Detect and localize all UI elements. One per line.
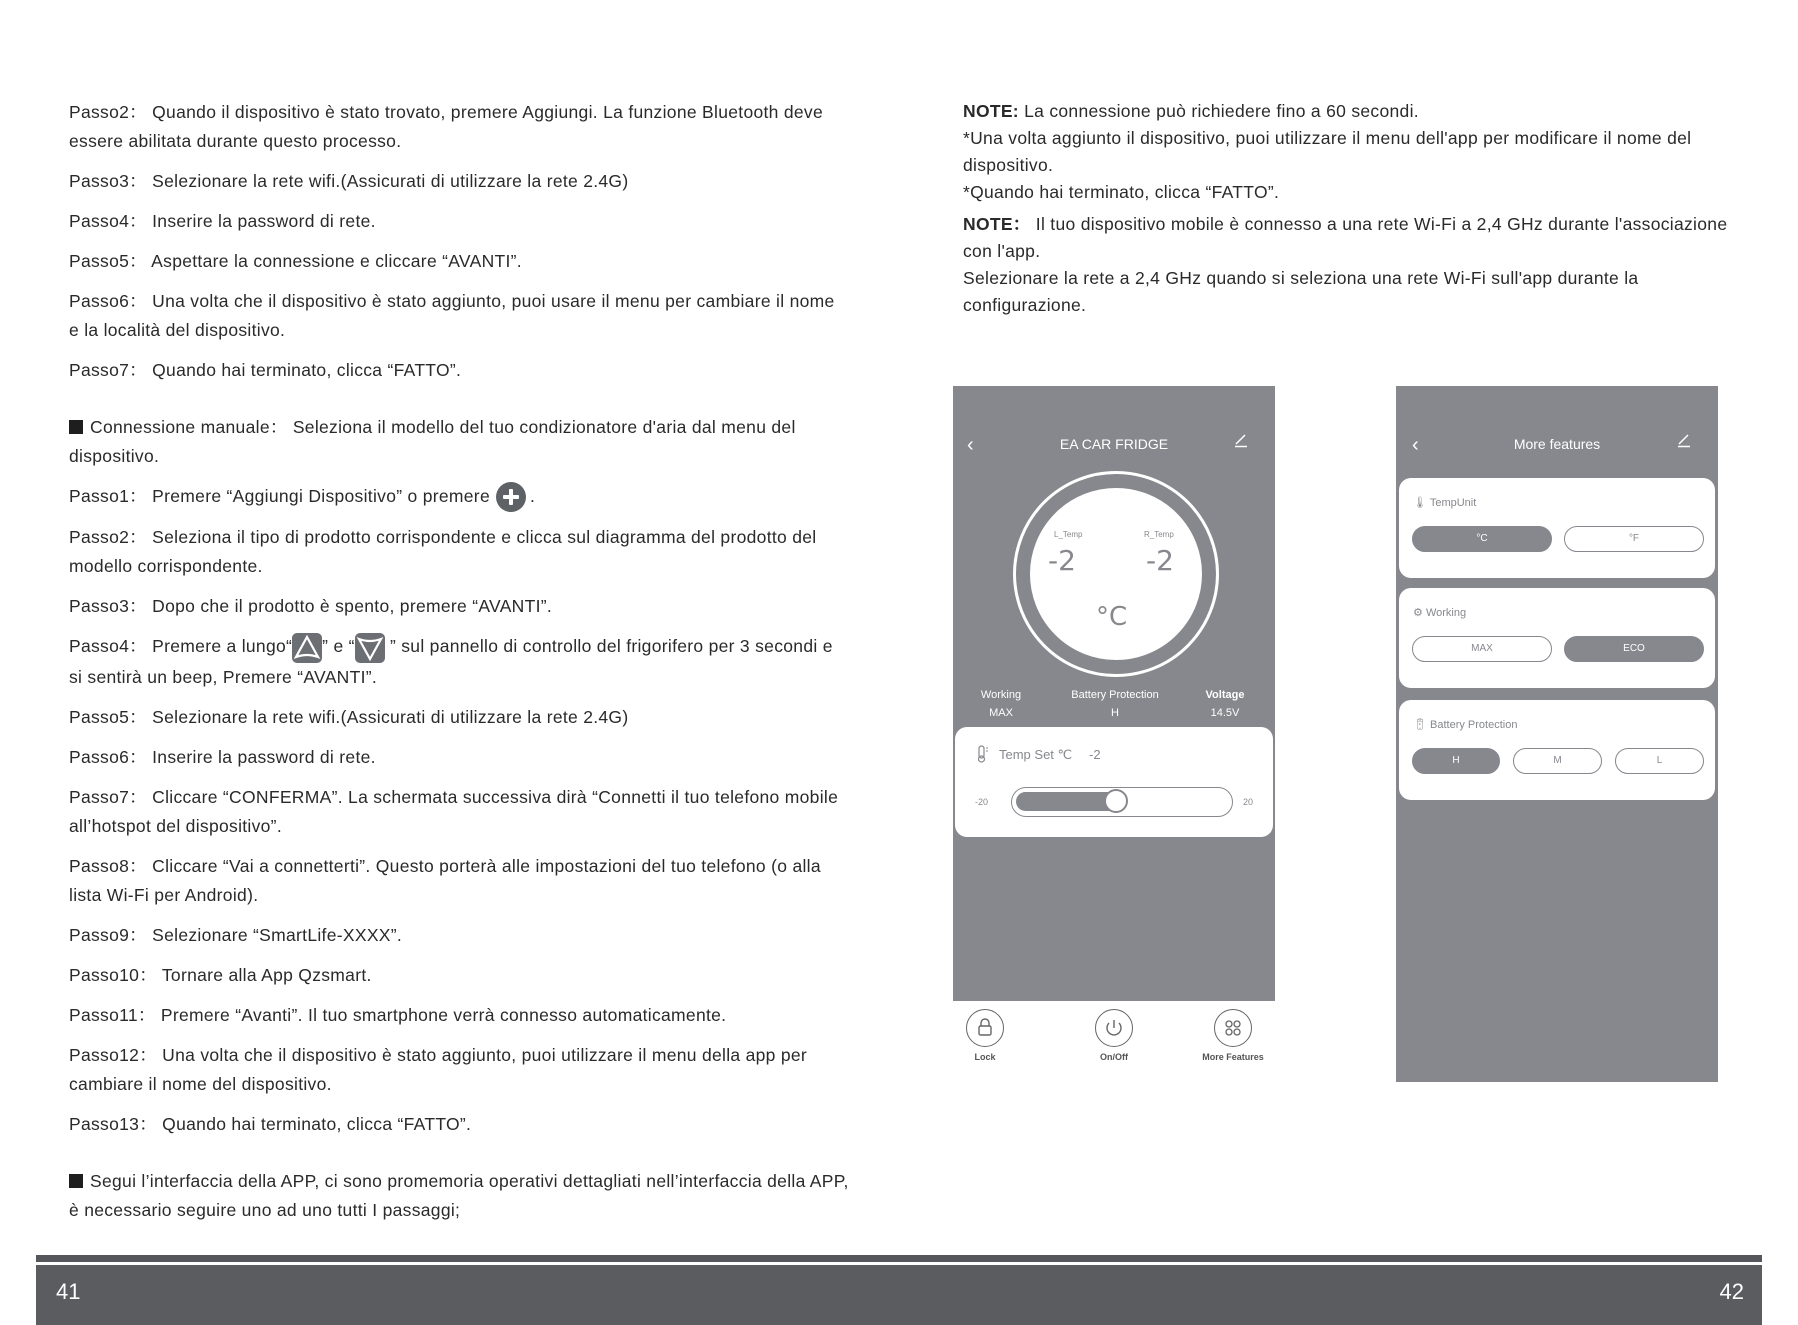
step-paragraph: Passo9： Selezionare “SmartLife-XXXX”.	[69, 924, 403, 945]
phone-screen-more-features	[1396, 386, 1718, 1082]
step-paragraph: Passo8： Cliccare “Vai a connetterti”. Questo porterà alle impostazioni del tuo telefono (o alla lista Wi-Fi per Android).	[69, 855, 821, 905]
note-rename: *Una volta aggiunto il dispositivo, puoi utilizzare il menu dell'app per modificare il nome del dispositivo.	[963, 128, 1692, 175]
step-paragraph: Passo13： Quando hai terminato, clicca “FATTO”.	[69, 1113, 472, 1134]
unit-celsius-button[interactable]: °C	[1412, 526, 1552, 552]
power-icon	[1095, 1009, 1133, 1047]
step-paragraph: Passo6： Inserire la password di rete.	[69, 746, 376, 767]
working-card	[1399, 588, 1715, 688]
up-arrow-key-icon	[292, 633, 322, 663]
note-select-network: Selezionare la rete a 2,4 GHz quando si seleziona una rete Wi-Fi sull'app durante la configurazione.	[963, 268, 1639, 315]
thermometer-icon: 🌡︎	[1413, 497, 1427, 509]
manual-step-1: Passo1： Premere “Aggiungi Dispositivo” o premere .	[69, 482, 849, 512]
step-paragraph: Passo5： Selezionare la rete wifi.(Assicurati di utilizzare la rete 2.4G)	[69, 706, 629, 727]
final-instruction: Segui l’interfaccia della APP, ci sono promemoria operativi dettagliati nell’interfaccia della APP, è necessario seguire uno ad uno tutti I passaggi;	[69, 1170, 849, 1220]
temp-unit: °C	[1096, 602, 1128, 632]
battery-l-button[interactable]: L	[1615, 748, 1704, 774]
phone-screen-fridge	[953, 386, 1275, 1001]
note-done: *Quando hai terminato, clicca “FATTO”.	[963, 182, 1280, 202]
nav-more-features[interactable]: More Features	[1183, 1009, 1283, 1062]
manual-connection-heading: Connessione manuale： Seleziona il modello del tuo condizionatore d'aria dal menu del dispositivo.	[69, 417, 796, 466]
step-paragraph: Passo7： Quando hai terminato, clicca “FATTO”.	[69, 360, 462, 380]
step-paragraph: Passo12： Una volta che il dispositivo è stato aggiunto, puoi utilizzare il menu della app per cambiare il nome del dispositivo.	[69, 1044, 808, 1094]
nav-lock[interactable]: Lock	[935, 1009, 1035, 1062]
screen-title: More features	[1513, 436, 1601, 452]
page-footer	[36, 1265, 1762, 1325]
stat-working: Working MAX	[980, 689, 1022, 719]
step-paragraph: Passo10： Tornare alla App Qzsmart.	[69, 964, 372, 985]
working-eco-button[interactable]: ECO	[1564, 636, 1704, 662]
working-heading: ⚙︎ Working	[1413, 607, 1467, 619]
temp-unit-card	[1399, 478, 1715, 578]
slider-min-label: -20	[975, 797, 989, 807]
gear-icon: ⚙︎	[1413, 607, 1423, 619]
working-max-button[interactable]: MAX	[1412, 636, 1552, 662]
left-column	[69, 98, 849, 1236]
back-chevron-icon[interactable]: ‹	[1412, 434, 1419, 456]
thermometer-icon	[977, 745, 989, 768]
right-temp-label: R_Temp	[1144, 530, 1174, 539]
unit-fahrenheit-button[interactable]: °F	[1564, 526, 1704, 552]
temperature-slider[interactable]	[1011, 787, 1233, 817]
temp-unit-heading: 🌡︎ TempUnit	[1413, 497, 1477, 509]
page-number-right: 42	[1719, 1279, 1744, 1304]
step-paragraph: Passo5： Aspettare la connessione e cliccare “AVANTI”.	[69, 251, 522, 271]
back-chevron-icon[interactable]: ‹	[967, 434, 974, 456]
nav-power[interactable]: On/Off	[1064, 1009, 1164, 1062]
temp-set-label: Temp Set ℃	[999, 747, 1073, 762]
bullet-square-icon	[69, 420, 83, 434]
manual-step-3: Passo3： Dopo che il prodotto è spento, premere “AVANTI”.	[69, 596, 553, 617]
battery-protection-heading: 🔋︎ Battery Protection	[1413, 719, 1518, 731]
battery-protection-card	[1399, 700, 1715, 800]
bottom-navigation	[953, 1001, 1275, 1071]
temp-set-value: -2	[1089, 747, 1101, 762]
edit-pencil-icon[interactable]	[1676, 432, 1692, 453]
bullet-square-icon	[69, 1174, 83, 1188]
right-column-notes	[963, 98, 1753, 319]
note-2: NOTE： Il tuo dispositivo mobile è connesso a una rete Wi-Fi a 2,4 GHz durante l'associazione con l'app.	[963, 214, 1728, 261]
step-paragraph: Passo3： Selezionare la rete wifi.(Assicurati di utilizzare la rete 2.4G)	[69, 171, 629, 191]
down-arrow-key-icon	[355, 633, 385, 663]
left-temp-label: L_Temp	[1054, 530, 1083, 539]
edit-pencil-icon[interactable]	[1233, 432, 1249, 453]
page-number-left: 41	[56, 1279, 81, 1304]
step-paragraph: Passo6： Una volta che il dispositivo è stato aggiunto, puoi usare il menu per cambiare il nome e la località del dispositivo.	[69, 291, 835, 340]
battery-m-button[interactable]: M	[1513, 748, 1602, 774]
stat-voltage: Voltage 14.5V	[1205, 689, 1245, 719]
slider-max-label: 20	[1243, 797, 1254, 807]
temp-set-card	[955, 727, 1273, 837]
step-paragraph: Passo2： Quando il dispositivo è stato trovato, premere Aggiungi. La funzione Bluetooth deve essere abilitata durante questo processo.	[69, 102, 824, 151]
temperature-dial	[1036, 494, 1194, 652]
battery-icon: 🔋︎	[1413, 719, 1427, 731]
left-temp-value: -2	[1048, 544, 1076, 577]
step-paragraph: Passo7： Cliccare “CONFERMA”. La schermata successiva dirà “Connetti il tuo telefono mobile all’hotspot del dispositivo”.	[69, 786, 839, 836]
step-paragraph: Passo4： Inserire la password di rete.	[69, 211, 376, 231]
add-plus-icon	[496, 482, 526, 512]
manual-step-2: Passo2： Seleziona il tipo di prodotto corrispondente e clicca sul diagramma del prodotto del modello corrispondente.	[69, 527, 817, 577]
lock-icon	[966, 1009, 1004, 1047]
right-temp-value: -2	[1146, 544, 1174, 577]
more-features-icon	[1214, 1009, 1252, 1047]
step-paragraph: Passo11： Premere “Avanti”. Il tuo smartphone verrà connesso automaticamente.	[69, 1004, 727, 1025]
slider-knob[interactable]	[1104, 789, 1128, 813]
stat-battery-protection: Battery Protection H	[1071, 689, 1159, 719]
note-1: NOTE: La connessione può richiedere fino a 60 secondi.	[963, 101, 1419, 121]
screen-title: EA CAR FRIDGE	[1059, 436, 1169, 452]
manual-step-4: Passo4： Premere a lungo“ ” e “ ” sul pannello di controllo del frigorifero per 3 secondi e si sentirà un beep, Premere “AVANTI”.	[69, 632, 849, 691]
battery-h-button[interactable]: H	[1412, 748, 1500, 774]
